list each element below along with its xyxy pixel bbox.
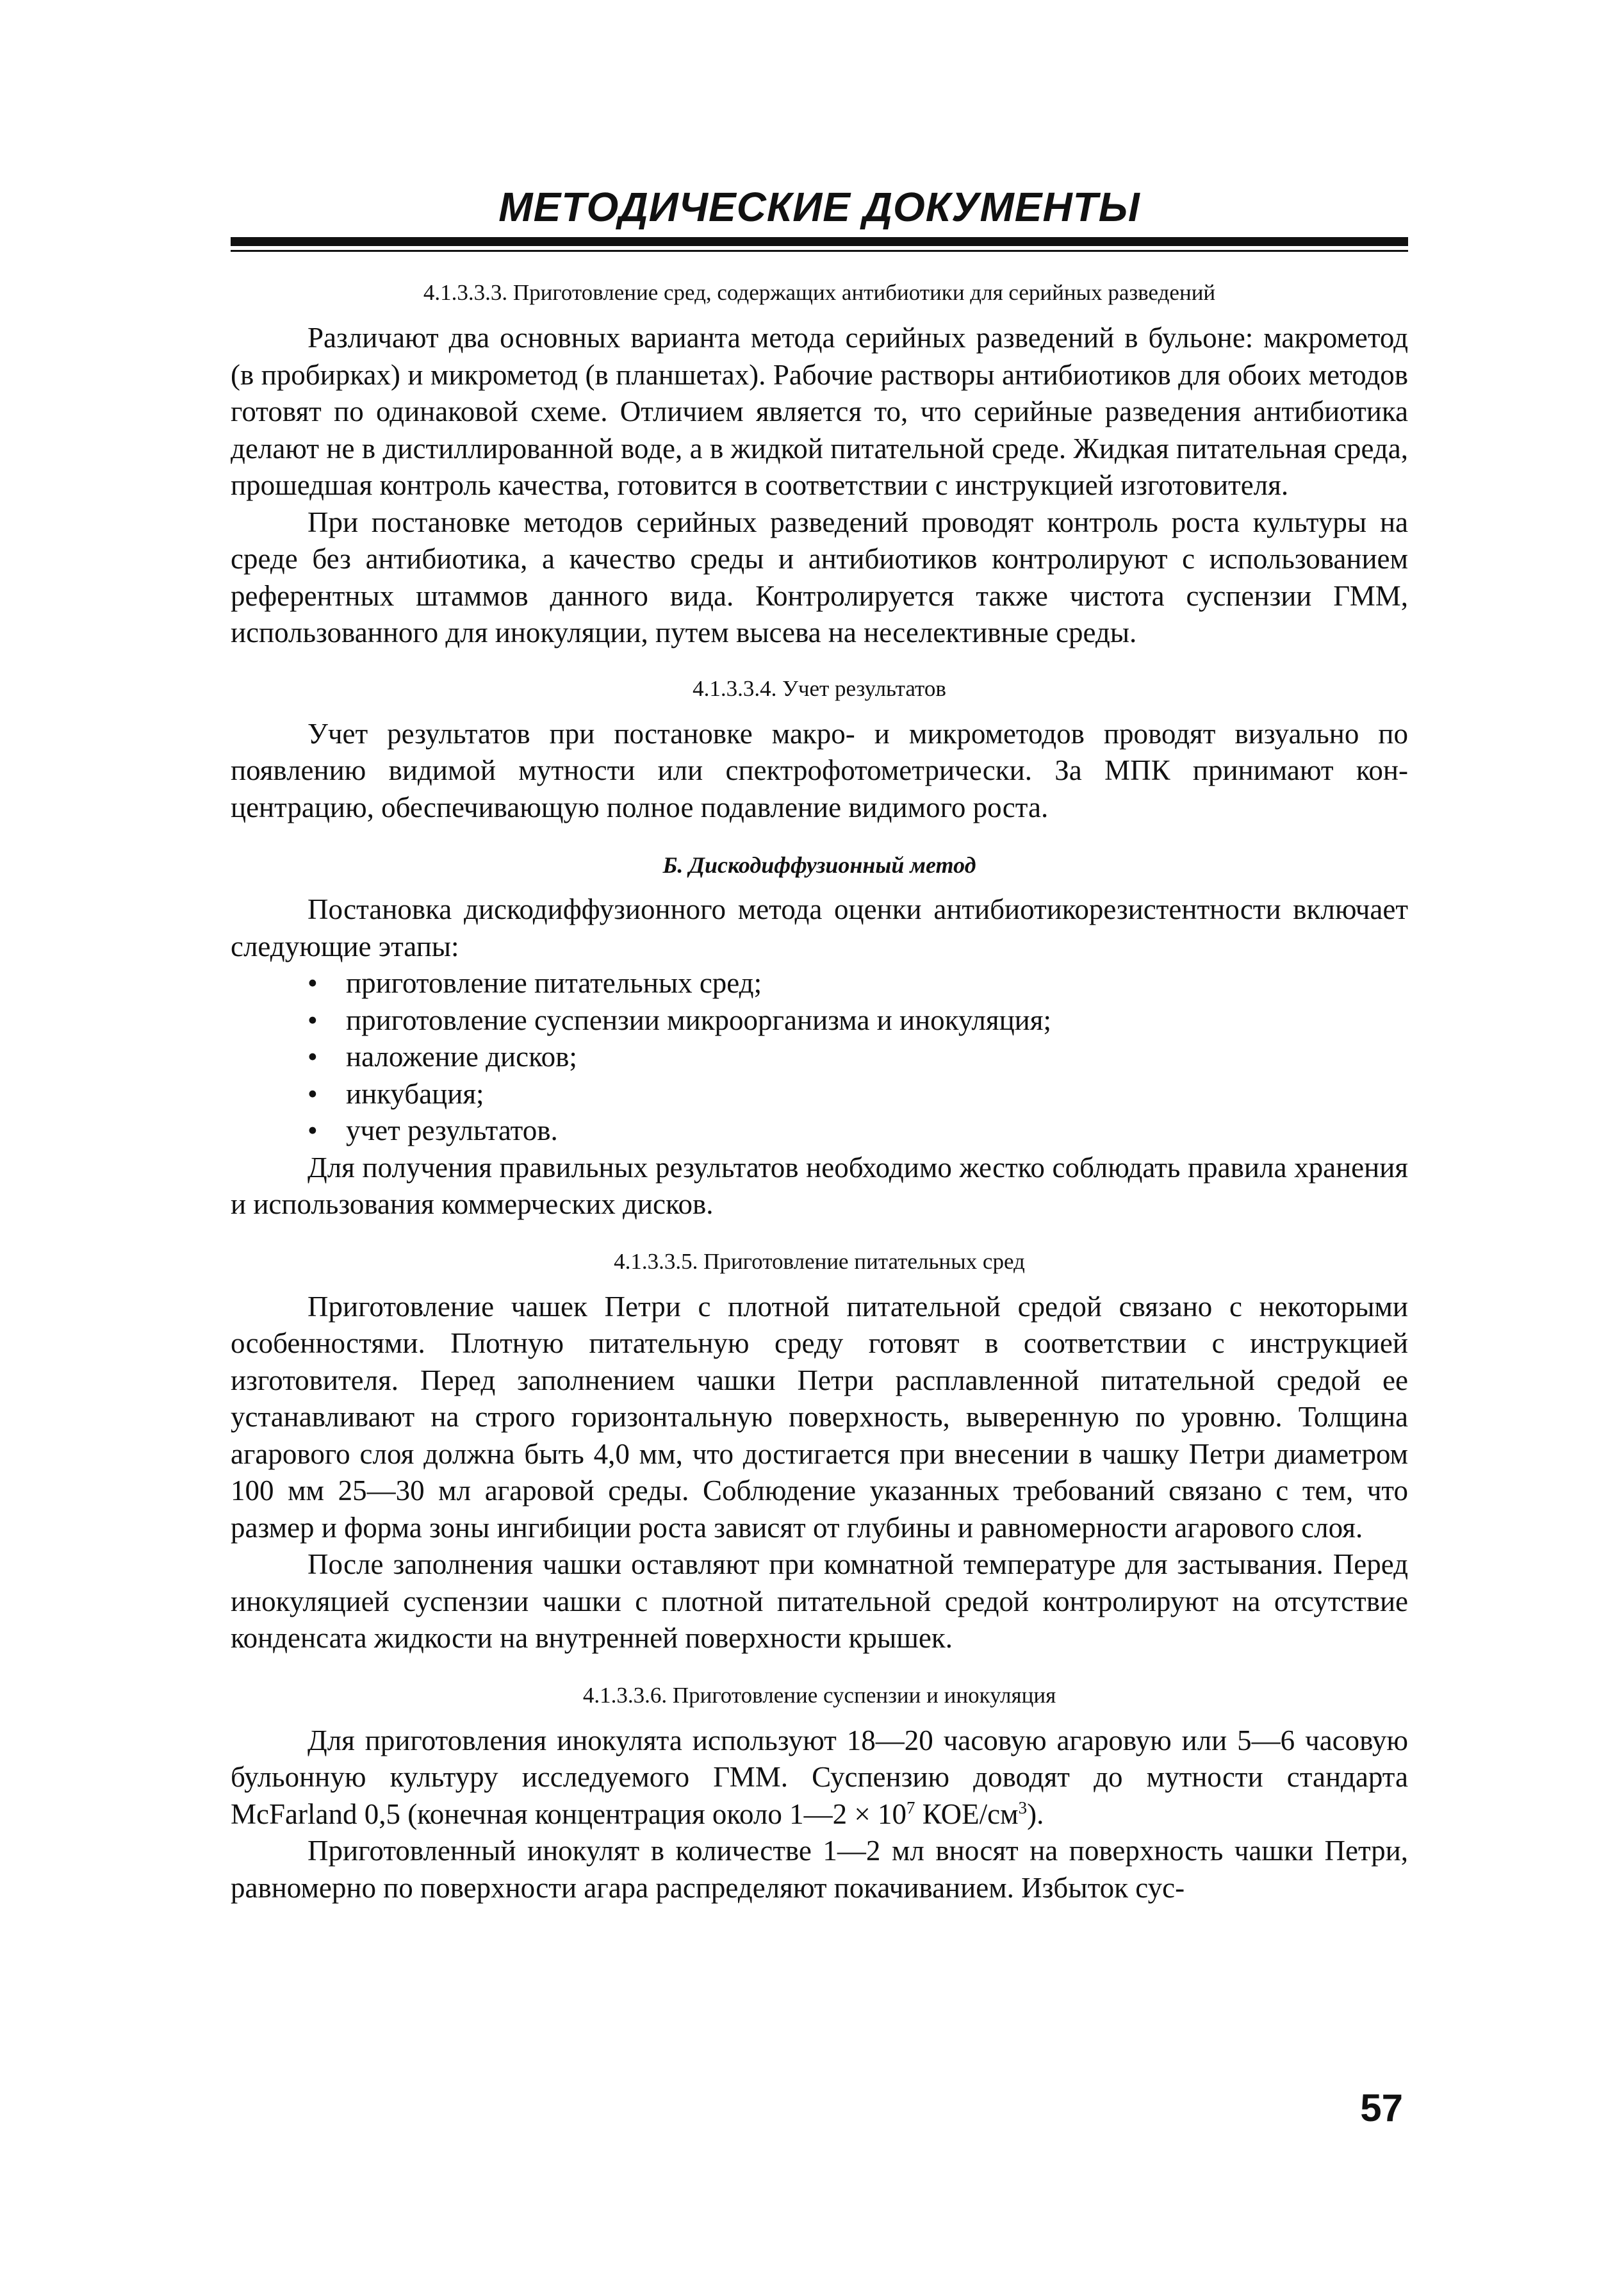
subsection-title-disk-diffusion: Б. Дискодиффузионный метод bbox=[662, 852, 976, 878]
bullet-marker: • bbox=[308, 1003, 318, 1036]
header-rule-thick bbox=[231, 237, 1408, 246]
paragraph-petri-preparation: Приготовление чашек Петри с плотной питательной средой связано с некоторыми особенностями. Плотную питательную среду готовят в соответствии с инструкцией изготовителя. Перед заполнением чашки Петри расплавленной питательной средой ее устанавливают на строго горизонтальную поверхность, выверенную по уровню. Толщина агарового слоя должна быть 4,0 мм, что достигается при внесении в чашку Петри диаметром 100 мм 25—30 мл агаровой среды. Соблюдение указанных требований связано с тем, что размер и форма зоны ингибиции роста зависят от глубины и равномерности агарового слоя. bbox=[231, 1290, 1408, 1544]
paragraph-commercial-disks: Для получения правильных результатов необходимо жестко соблюдать правила хранения и использования коммерческих дисков. bbox=[231, 1151, 1408, 1220]
list-item: • приготовление питательных сред; bbox=[308, 965, 1408, 1002]
section-heading-4-1-3-3-4: 4.1.3.3.4. Учет результатов bbox=[693, 675, 946, 701]
bullet-marker: • bbox=[308, 1077, 318, 1110]
list-item: • учет результатов. bbox=[308, 1112, 1408, 1150]
paragraph-results-accounting: Учет результатов при постановке макро- и микрометодов проводят визуально по появлению видимой мутности или спектрофотометрически. За МПК принимают концентрацию, обеспечивающую полное подавление видимого роста. bbox=[231, 717, 1408, 823]
paragraph-serial-dilutions-variants: Различают два основных варианта метода серийных разведений в бульоне: макрометод (в пробирках) и микрометод (в планшетах). Рабочие растворы антибиотиков для обоих методов готовят по одинаковой схеме. Отличием является то, что серийные разведения антибиотика делают не в дистиллированной воде, а в жидкой питательной среде. Жидкая питательная среда, прошедшая контроль качества, готовится в соответствии с инструкцией изготовителя. bbox=[231, 322, 1408, 501]
paragraph-serial-dilutions-control: При постановке методов серийных разведений проводят контроль роста культуры на среде без антибиотика, а качество среды и антибиотиков контролируют с использованием референтных штаммов данного вида. Контролируется также чистота суспензии ГММ, использованного для инокуляции, путем высева на неселективные среды. bbox=[231, 506, 1408, 648]
list-item: • наложение дисков; bbox=[308, 1039, 1408, 1076]
section-heading-4-1-3-3-6: 4.1.3.3.6. Приготовление суспензии и инокуляция bbox=[582, 1682, 1056, 1708]
header-rule-thin bbox=[231, 250, 1408, 252]
paragraph-disk-diffusion-intro: Постановка дискодиффузионного метода оценки антибиотикорезистентности включает следующие этапы: bbox=[231, 893, 1408, 962]
bullet-marker: • bbox=[308, 1041, 318, 1073]
paragraph-inoculum-application: Приготовленный инокулят в количестве 1—2 мл вносят на поверхность чашки Петри, равномерно по поверхности агара распределяют покачиванием. Избыток сус- bbox=[231, 1835, 1408, 1904]
running-header-title: МЕТОДИЧЕСКИЕ ДОКУМЕНТЫ bbox=[498, 184, 1140, 230]
section-heading-4-1-3-3-3: 4.1.3.3.3. Приготовление сред, содержащих антибиотики для серийных разведений bbox=[423, 280, 1216, 305]
paragraph-inoculum-preparation: Для приготовления инокулята используют 18—20 часовую агаровую или 5—6 часовую бульонную культуру исследуемого ГММ. Суспензию доводят до мутности стандарта McFarland 0,5 (конечная концентрация около 1—2 × $10^7$ КОЕ/$см^3$). bbox=[231, 1724, 1408, 1830]
document-page bbox=[231, 179, 1408, 1906]
page-number: 57 bbox=[1360, 2086, 1403, 2129]
paragraph-petri-cooling: После заполнения чашки оставляют при комнатной температуре для застывания. Перед инокуляцией суспензии чашки с плотной питательной средой контролируют на отсутствие конденсата жидкости на внутренней поверхности крышек. bbox=[231, 1548, 1408, 1654]
list-item: • инкубация; bbox=[308, 1076, 1408, 1113]
stages-list bbox=[231, 965, 1408, 1150]
list-item: • приготовление суспензии микроорганизма и инокуляция; bbox=[308, 1002, 1408, 1039]
section-heading-4-1-3-3-5: 4.1.3.3.5. Приготовление питательных сред bbox=[614, 1248, 1025, 1274]
bullet-marker: • bbox=[308, 967, 318, 999]
bullet-marker: • bbox=[308, 1114, 318, 1146]
